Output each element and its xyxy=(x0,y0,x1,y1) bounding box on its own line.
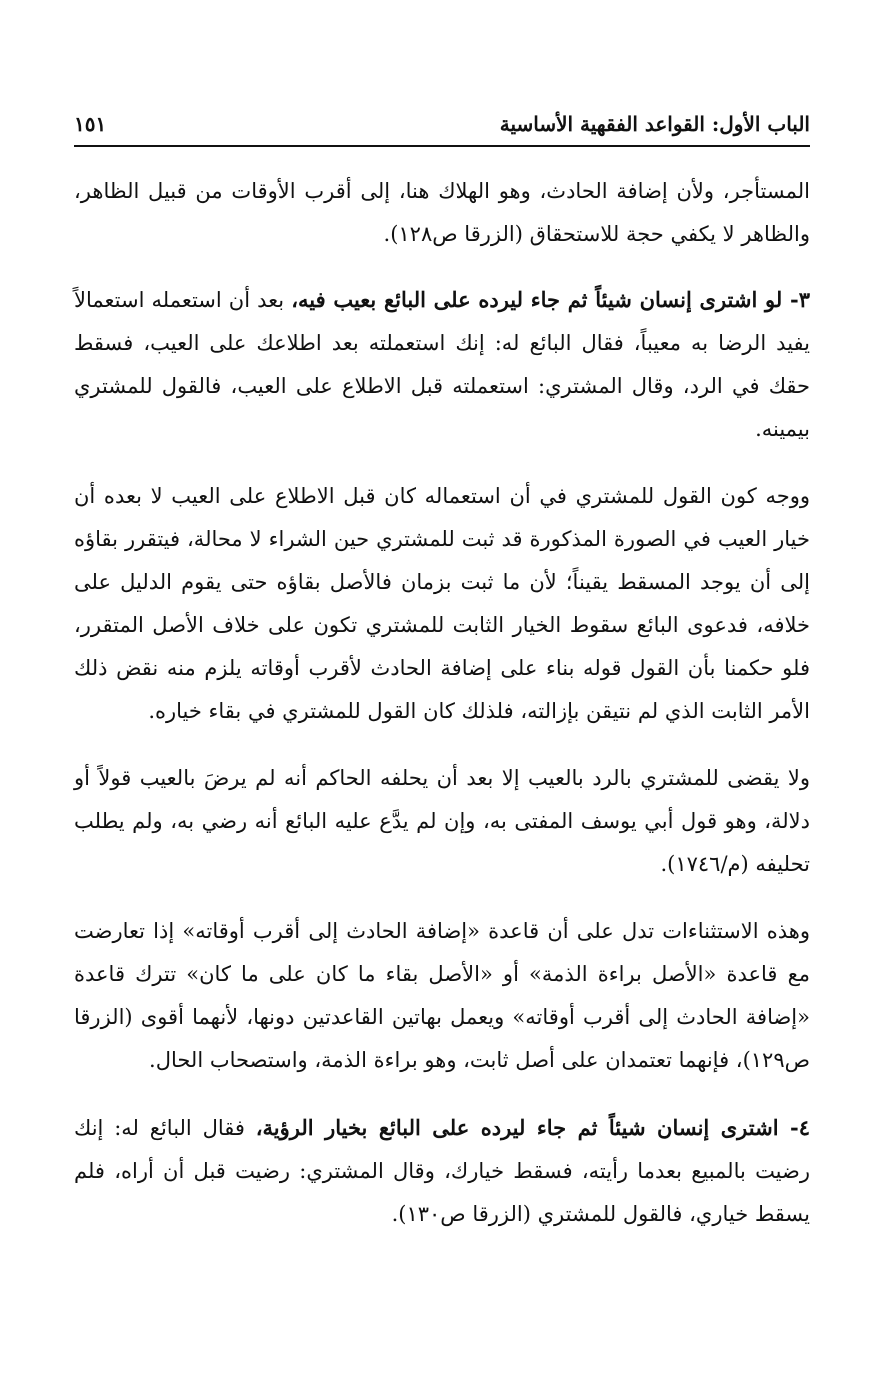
page-number: ١٥١ xyxy=(74,112,107,136)
paragraph-example-4 xyxy=(74,1106,810,1236)
paragraph-exceptions xyxy=(74,910,810,1082)
paragraph-example-3 xyxy=(74,278,810,451)
paragraph-text: ووجه كون القول للمشتري في أن استعماله كان قبل الاطلاع على العيب لا بعده أن خيار العيب في الصورة المذكورة قد ثبت للمشتري حين الشراء لا محالة، فيتقرر بقاؤه إلى أن يوجد المسقط يقيناً؛ لأن ما ثبت بزمان فالأصل بقاؤه حتى يقوم الدليل على خلافه، فدعوى البائع سقوط الخيار الثابت للمشتري تكون على خلاف الأصل المتقرر، فلو حكمنا بأن القول قوله بناء على إضافة الحادث لأقرب أوقاته يلزم منه نقض ذلك الأمر الثابت الذي لم نتيقن بإزالته، فلذلك كان القول للمشتري في بقاء خياره. xyxy=(74,484,810,723)
running-header xyxy=(74,98,810,142)
paragraph-text: وهذه الاستثناءات تدل على أن قاعدة «إضافة الحادث إلى أقرب أوقاته» إذا تعارضت مع قاعدة «الأصل براءة الذمة» أو «الأصل بقاء ما كان على ما كان» تترك قاعدة «إضافة الحادث إلى أقرب أوقاته» ويعمل بهاتين القاعدتين دونها، لأنهما أقوى (الزرقا ص١٢٩)، فإنهما تعتمدان على أصل ثابت، وهو براءة الذمة، واستصحاب الحال. xyxy=(74,919,810,1072)
header-divider xyxy=(74,145,810,147)
book-page xyxy=(74,0,810,1392)
paragraph-text: بعد أن استعمله استعمالاً يفيد الرضا به معيباً، فقال البائع له: إنك استعملته بعد اطلاعك على العيب، فسقط حقك في الرد، وقال المشتري: استعملته قبل الاطلاع على العيب، فالقول للمشتري بيمينه. xyxy=(74,288,810,441)
example-lead: ٤- اشترى إنسان شيئاً ثم جاء ليرده على البائع بخيار الرؤية، xyxy=(255,1115,810,1140)
body-text xyxy=(74,170,810,1260)
example-lead: ٣- لو اشترى إنسان شيئاً ثم جاء ليرده على البائع بعيب فيه، xyxy=(291,287,810,312)
paragraph-explanation xyxy=(74,475,810,733)
paragraph-text: المستأجر، ولأن إضافة الحادث، وهو الهلاك هنا، إلى أقرب الأوقات من قبيل الظاهر، والظاهر لا يكفي حجة للاستحقاق (الزرقا ص١٢٨). xyxy=(74,179,810,246)
chapter-title: الباب الأول: القواعد الفقهية الأساسية xyxy=(499,112,810,136)
paragraph-continuation xyxy=(74,170,810,256)
paragraph-ruling xyxy=(74,757,810,886)
paragraph-text: فقال البائع له: إنك رضيت بالمبيع بعدما رأيته، فسقط خيارك، وقال المشتري: رضيت قبل أن أراه، فلم يسقط خياري، فالقول للمشتري (الزرقا ص١٣٠). xyxy=(74,1116,810,1226)
paragraph-text: ولا يقضى للمشتري بالرد بالعيب إلا بعد أن يحلفه الحاكم أنه لم يرضَ بالعيب قولاً أو دلالة، وهو قول أبي يوسف المفتى به، وإن لم يدَّع عليه البائع أنه رضي به، ولم يطلب تحليفه (م/١٧٤٦). xyxy=(74,766,810,876)
